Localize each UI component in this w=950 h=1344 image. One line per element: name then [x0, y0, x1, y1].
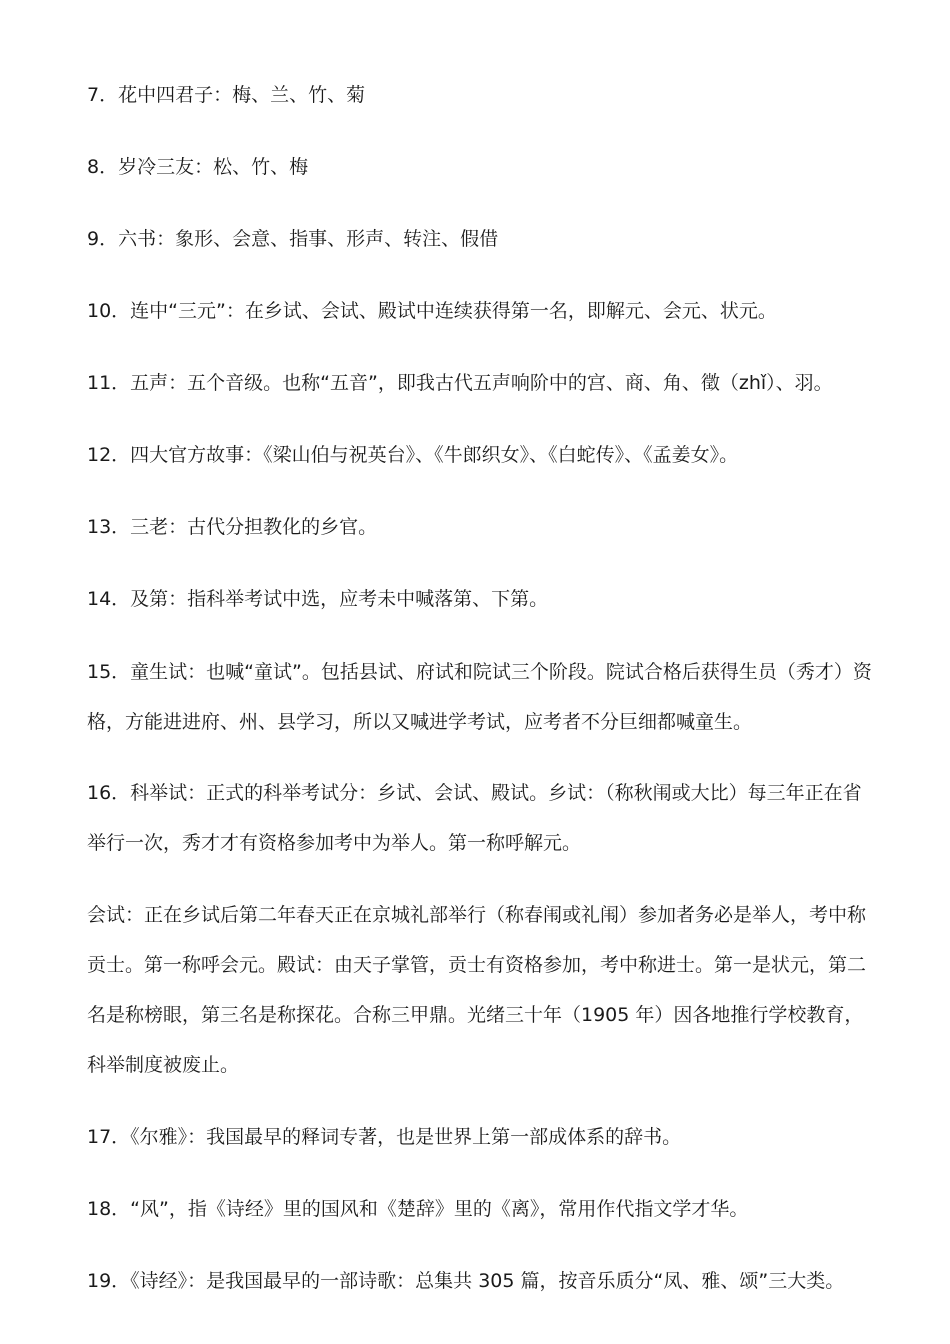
item-16: 16．科举试：正式的科举考试分：乡试、会试、殿试。乡试：（称秋闱或大比）每三年正在省举行一次，秀才才有资格参加考中为举人。第一称呼解元。: [87, 782, 862, 854]
item-17: 17．《尔雅》：我国最早的释词专著，也是世界上第一部成体系的辞书。: [87, 1126, 682, 1148]
item-16-continued: 会试：正在乡试后第二年春天正在京城礼部举行（称春闱或礼闱）参加者务必是举人，考中称贡士。第一称呼会元。殿试：由天子掌管，贡士有资格参加，考中称进士。第一是状元，第二名是称榜眼，第三名是称探花。合称三甲鼎。光绪三十年（1905 年）因各地推行学校教育，科举制度被废止。: [87, 904, 867, 1076]
item-10: 10．连中“三元”：在乡试、会试、殿试中连续获得第一名，即解元、会元、状元。: [87, 300, 777, 322]
item-18: 18．“风”，指《诗经》里的国风和《楚辞》里的《离》，常用作代指文学才华。: [87, 1198, 749, 1220]
item-14: 14．及第：指科举考试中选，应考未中喊落第、下第。: [87, 588, 549, 610]
item-9: 9．六书：象形、会意、指事、形声、转注、假借: [87, 228, 499, 250]
item-19: 19．《诗经》：是我国最早的一部诗歌：总集共 305 篇，按音乐质分“凤、雅、颂”三大类。: [87, 1270, 845, 1292]
item-12: 12．四大官方故事：《梁山伯与祝英台》、《牛郎织女》、《白蛇传》、《孟姜女》。: [87, 444, 739, 466]
item-11: 11．五声：五个音级。也称“五音”，即我古代五声响阶中的宫、商、角、徵（zhǐ）、羽。: [87, 372, 833, 394]
item-8: 8．岁冷三友：松、竹、梅: [87, 156, 309, 178]
item-13: 13．三老：古代分担教化的乡官。: [87, 516, 378, 538]
item-15: 15．童生试：也喊“童试”。包括县试、府试和院试三个阶段。院试合格后获得生员（秀才）资格，方能进进府、州、县学习，所以又喊进学考试，应考者不分巨细都喊童生。: [87, 661, 872, 733]
item-7: 7．花中四君子：梅、兰、竹、菊: [87, 84, 366, 106]
